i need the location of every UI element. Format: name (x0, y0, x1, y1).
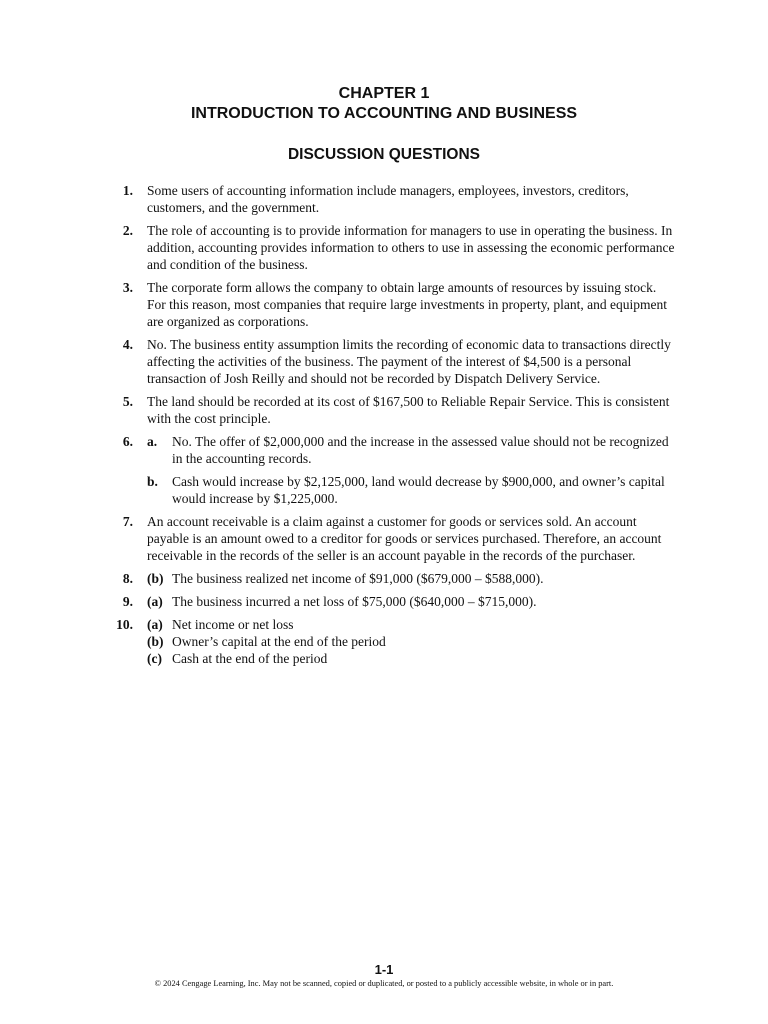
question-4 (115, 336, 675, 387)
part-label: (c) (147, 651, 162, 666)
part-text: Net income or net loss (172, 617, 294, 632)
question-2 (115, 222, 675, 273)
part-text: Cash would increase by $2,125,000, land would decrease by $900,000, and owner’s capital would increase by $1,225,000. (172, 474, 665, 506)
part-label: (a) (147, 617, 163, 632)
answer-part (147, 650, 675, 667)
question-number: 2. (122, 223, 133, 238)
part-label: (a) (147, 594, 163, 609)
question-10 (115, 616, 675, 667)
question-answer-text: Some users of accounting information include managers, employees, investors, creditors, customers, and the government. (147, 183, 629, 215)
question-5 (115, 393, 675, 427)
question-9 (115, 593, 675, 610)
answer-part (147, 473, 675, 507)
question-answer-text: No. The business entity assumption limits the recording of economic data to transactions directly affecting the activities of the business. The payment of the interest of $4,500 is a personal transaction of Josh Reilly and should not be recorded by Dispatch Delivery Service. (147, 337, 671, 386)
answer-part (147, 570, 675, 587)
chapter-title: INTRODUCTION TO ACCOUNTING AND BUSINESS (190, 105, 578, 122)
question-number: 1. (122, 183, 133, 198)
question-8 (115, 570, 675, 587)
question-6 (115, 433, 675, 507)
question-number: 10. (116, 617, 133, 632)
chapter-number: CHAPTER 1 (338, 85, 430, 102)
question-number: 4. (122, 337, 133, 352)
question-number: 8. (122, 571, 133, 586)
part-label: (b) (147, 634, 164, 649)
question-answer-text: The role of accounting is to provide information for managers to use in operating the business. In addition, accounting provides information to others to use in assessing the economic performance and condition of the business. (147, 223, 675, 272)
page-number: 1-1 (374, 962, 394, 977)
question-answer-text: An account receivable is a claim against a customer for goods or services sold. An account payable is an amount owed to a creditor for goods or services purchased. Therefore, an account receivable in the records of the seller is an account payable in the records of the purchaser. (147, 514, 662, 563)
answer-part (147, 616, 675, 633)
question-number: 9. (122, 594, 133, 609)
question-7 (115, 513, 675, 564)
question-number: 6. (122, 434, 133, 449)
part-text: Owner’s capital at the end of the period (172, 634, 386, 649)
answer-part (147, 433, 675, 467)
question-number: 5. (122, 394, 133, 409)
question-number: 7. (122, 514, 133, 529)
question-1 (115, 182, 675, 216)
part-text: No. The offer of $2,000,000 and the increase in the assessed value should not be recognized in the accounting records. (172, 434, 669, 466)
discussion-question-list (115, 182, 675, 673)
part-label: b. (147, 474, 158, 489)
answer-part (147, 633, 675, 650)
part-label: (b) (147, 571, 164, 586)
question-3 (115, 279, 675, 330)
question-answer-text: The corporate form allows the company to obtain large amounts of resources by issuing stock. For this reason, most companies that require large investments in property, plant, and equipment are organized as corporations. (147, 280, 668, 329)
question-answer-text: The land should be recorded at its cost of $167,500 to Reliable Repair Service. This is consistent with the cost principle. (147, 394, 670, 426)
question-number: 3. (122, 280, 133, 295)
answer-part (147, 593, 675, 610)
part-text: The business realized net income of $91,000 ($679,000 – $588,000). (172, 571, 544, 586)
section-title: DISCUSSION QUESTIONS (287, 146, 481, 163)
part-text: The business incurred a net loss of $75,000 ($640,000 – $715,000). (172, 594, 537, 609)
part-text: Cash at the end of the period (172, 651, 328, 666)
copyright-notice: © 2024 Cengage Learning, Inc. May not be scanned, copied or duplicated, or posted to a publicly accessible website, in whole or in part. (154, 979, 614, 988)
part-label: a. (147, 434, 158, 449)
